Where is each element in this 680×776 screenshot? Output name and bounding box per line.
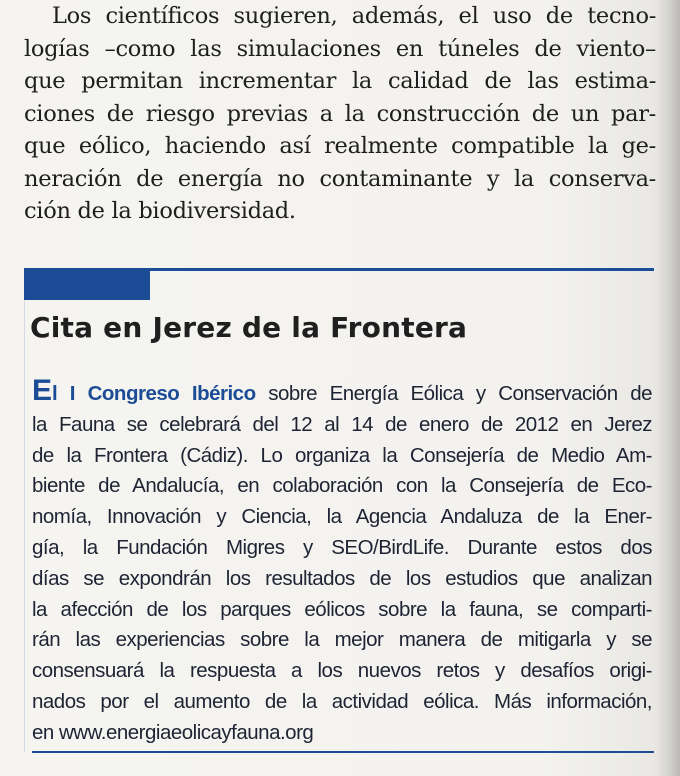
section-body: [32, 376, 652, 749]
body-line: la Fauna se celebrará del 12 al 14 de enero de 2012 en Jerez: [32, 412, 652, 436]
body-line: la afección de los parques eólicos sobre la fauna, se comparti-: [32, 597, 652, 621]
page-fold-shadow: [656, 0, 680, 776]
drop-cap: E: [32, 374, 53, 407]
lead-highlight: l I Congreso Ibérico: [52, 382, 256, 405]
body-line: gía, la Fundación Migres y SEO/BirdLife. Durante estos dos: [32, 535, 652, 559]
intro-paragraph: [24, 0, 656, 228]
intro-line: Los científicos sugieren, además, el uso de tecno-: [52, 3, 656, 29]
body-line: días se expondrán los resultados de los estudios que analizan: [32, 566, 652, 590]
intro-line: que permitan incrementar la calidad de las estima-: [24, 68, 656, 94]
body-line: nados por el aumento de la actividad eólica. Más información,: [32, 689, 652, 713]
body-line-lead: [32, 376, 652, 410]
body-line: nomía, Innovación y Ciencia, la Agencia Andaluza de la Ener-: [32, 505, 652, 529]
section-bottom-rule: [32, 751, 654, 753]
lead-rest: sobre Energía Eólica y Conservación de: [255, 382, 652, 405]
body-line-link[interactable]: en www.energiaeolicayfauna.org: [32, 720, 314, 744]
section-color-tab: [24, 268, 150, 300]
section-heading: Cita en Jerez de la Frontera: [30, 311, 468, 344]
intro-line: que eólico, haciendo así realmente compatible la ge-: [24, 133, 656, 159]
body-line: de la Frontera (Cádiz). Lo organiza la Consejería de Medio Am-: [32, 443, 652, 467]
section-box-left-edge: [24, 268, 25, 752]
intro-line: logías –como las simulaciones en túneles de viento–: [24, 35, 656, 62]
intro-line: neración de energía no contaminante y la conserva-: [24, 165, 656, 192]
intro-line: ción de la biodiversidad.: [24, 198, 296, 224]
body-line: consensuará la respuesta a los nuevos retos y desafíos origi-: [32, 659, 652, 683]
body-line: rán las experiencias sobre la mejor manera de mitigarla y se: [32, 628, 652, 652]
intro-line: ciones de riesgo previas a la construcción de un par-: [24, 100, 656, 127]
body-line: biente de Andalucía, en colaboración con la Consejería de Eco-: [32, 474, 652, 498]
